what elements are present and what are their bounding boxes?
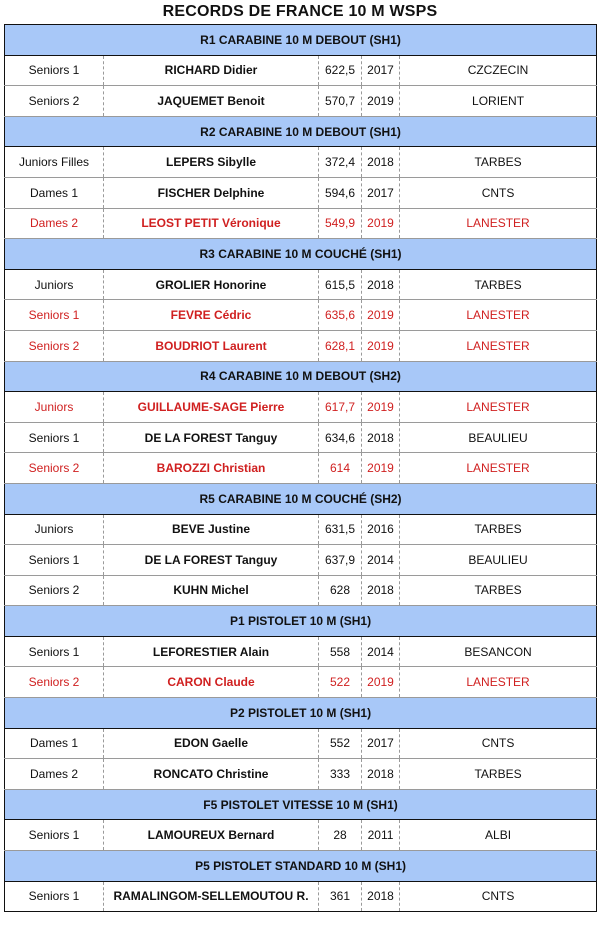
category-cell: Seniors 1	[5, 300, 104, 331]
place-cell: TARBES	[400, 269, 597, 300]
category-cell: Seniors 1	[5, 820, 104, 851]
athlete-cell: BOUDRIOT Laurent	[104, 330, 319, 361]
score-cell: 372,4	[319, 147, 362, 178]
score-cell: 614	[319, 453, 362, 484]
section-title: R1 CARABINE 10 M DEBOUT (SH1)	[5, 25, 597, 56]
category-cell: Seniors 1	[5, 636, 104, 667]
record-row	[5, 667, 597, 698]
category-cell: Juniors Filles	[5, 147, 104, 178]
record-row	[5, 300, 597, 331]
record-row	[5, 728, 597, 759]
athlete-cell: BEVE Justine	[104, 514, 319, 545]
athlete-cell: EDON Gaelle	[104, 728, 319, 759]
section-title: F5 PISTOLET VITESSE 10 M (SH1)	[5, 789, 597, 820]
place-cell: BEAULIEU	[400, 545, 597, 576]
place-cell: LANESTER	[400, 667, 597, 698]
records-body	[5, 25, 597, 912]
section-header	[5, 698, 597, 729]
record-row	[5, 269, 597, 300]
record-row	[5, 422, 597, 453]
section-header	[5, 116, 597, 147]
year-cell: 2017	[362, 177, 400, 208]
athlete-cell: DE LA FOREST Tanguy	[104, 422, 319, 453]
record-row	[5, 330, 597, 361]
category-cell: Seniors 1	[5, 422, 104, 453]
category-cell: Seniors 2	[5, 453, 104, 484]
section-header	[5, 606, 597, 637]
place-cell: TARBES	[400, 514, 597, 545]
year-cell: 2019	[362, 330, 400, 361]
section-title: R5 CARABINE 10 M COUCHÉ (SH2)	[5, 483, 597, 514]
record-row	[5, 881, 597, 912]
record-row	[5, 55, 597, 86]
records-table	[4, 24, 597, 912]
place-cell: LANESTER	[400, 300, 597, 331]
section-header	[5, 851, 597, 882]
year-cell: 2018	[362, 759, 400, 790]
category-cell: Seniors 2	[5, 330, 104, 361]
category-cell: Dames 1	[5, 177, 104, 208]
score-cell: 637,9	[319, 545, 362, 576]
section-header	[5, 361, 597, 392]
year-cell: 2019	[362, 300, 400, 331]
year-cell: 2019	[362, 453, 400, 484]
score-cell: 361	[319, 881, 362, 912]
athlete-cell: RONCATO Christine	[104, 759, 319, 790]
category-cell: Seniors 2	[5, 86, 104, 117]
year-cell: 2018	[362, 575, 400, 606]
year-cell: 2018	[362, 269, 400, 300]
record-row	[5, 820, 597, 851]
athlete-cell: BAROZZI Christian	[104, 453, 319, 484]
score-cell: 552	[319, 728, 362, 759]
score-cell: 617,7	[319, 392, 362, 423]
place-cell: LANESTER	[400, 392, 597, 423]
score-cell: 628,1	[319, 330, 362, 361]
score-cell: 28	[319, 820, 362, 851]
athlete-cell: GUILLAUME-SAGE Pierre	[104, 392, 319, 423]
category-cell: Juniors	[5, 392, 104, 423]
category-cell: Seniors 2	[5, 575, 104, 606]
place-cell: LANESTER	[400, 330, 597, 361]
score-cell: 333	[319, 759, 362, 790]
score-cell: 615,5	[319, 269, 362, 300]
year-cell: 2019	[362, 392, 400, 423]
place-cell: ALBI	[400, 820, 597, 851]
place-cell: LANESTER	[400, 208, 597, 239]
athlete-cell: RAMALINGOM-SELLEMOUTOU R.	[104, 881, 319, 912]
athlete-cell: CARON Claude	[104, 667, 319, 698]
athlete-cell: LEOST PETIT Véronique	[104, 208, 319, 239]
section-header	[5, 239, 597, 270]
athlete-cell: LEFORESTIER Alain	[104, 636, 319, 667]
place-cell: CZCZECIN	[400, 55, 597, 86]
athlete-cell: LEPERS Sibylle	[104, 147, 319, 178]
place-cell: TARBES	[400, 147, 597, 178]
place-cell: LORIENT	[400, 86, 597, 117]
year-cell: 2019	[362, 667, 400, 698]
athlete-cell: RICHARD Didier	[104, 55, 319, 86]
record-row	[5, 453, 597, 484]
score-cell: 634,6	[319, 422, 362, 453]
section-title: R4 CARABINE 10 M DEBOUT (SH2)	[5, 361, 597, 392]
category-cell: Juniors	[5, 269, 104, 300]
record-row	[5, 177, 597, 208]
category-cell: Dames 2	[5, 208, 104, 239]
athlete-cell: LAMOUREUX Bernard	[104, 820, 319, 851]
year-cell: 2017	[362, 55, 400, 86]
section-title: R2 CARABINE 10 M DEBOUT (SH1)	[5, 116, 597, 147]
place-cell: BEAULIEU	[400, 422, 597, 453]
category-cell: Seniors 1	[5, 545, 104, 576]
record-row	[5, 392, 597, 423]
year-cell: 2014	[362, 545, 400, 576]
place-cell: TARBES	[400, 575, 597, 606]
record-row	[5, 575, 597, 606]
place-cell: CNTS	[400, 728, 597, 759]
record-row	[5, 514, 597, 545]
record-row	[5, 147, 597, 178]
athlete-cell: FEVRE Cédric	[104, 300, 319, 331]
category-cell: Juniors	[5, 514, 104, 545]
category-cell: Dames 1	[5, 728, 104, 759]
category-cell: Dames 2	[5, 759, 104, 790]
section-title: P2 PISTOLET 10 M (SH1)	[5, 698, 597, 729]
page-title: RECORDS DE FRANCE 10 M WSPS	[162, 3, 438, 20]
athlete-cell: KUHN Michel	[104, 575, 319, 606]
year-cell: 2014	[362, 636, 400, 667]
category-cell: Seniors 1	[5, 55, 104, 86]
score-cell: 549,9	[319, 208, 362, 239]
score-cell: 628	[319, 575, 362, 606]
record-row	[5, 636, 597, 667]
year-cell: 2017	[362, 728, 400, 759]
athlete-cell: DE LA FOREST Tanguy	[104, 545, 319, 576]
year-cell: 2016	[362, 514, 400, 545]
place-cell: TARBES	[400, 759, 597, 790]
athlete-cell: GROLIER Honorine	[104, 269, 319, 300]
score-cell: 570,7	[319, 86, 362, 117]
year-cell: 2018	[362, 422, 400, 453]
year-cell: 2011	[362, 820, 400, 851]
section-header	[5, 483, 597, 514]
section-title: R3 CARABINE 10 M COUCHÉ (SH1)	[5, 239, 597, 270]
year-cell: 2018	[362, 147, 400, 178]
category-cell: Seniors 1	[5, 881, 104, 912]
section-header	[5, 25, 597, 56]
section-title: P5 PISTOLET STANDARD 10 M (SH1)	[5, 851, 597, 882]
record-row	[5, 545, 597, 576]
place-cell: CNTS	[400, 177, 597, 208]
record-row	[5, 759, 597, 790]
category-cell: Seniors 2	[5, 667, 104, 698]
score-cell: 594,6	[319, 177, 362, 208]
score-cell: 631,5	[319, 514, 362, 545]
score-cell: 622,5	[319, 55, 362, 86]
section-header	[5, 789, 597, 820]
place-cell: LANESTER	[400, 453, 597, 484]
year-cell: 2019	[362, 86, 400, 117]
score-cell: 522	[319, 667, 362, 698]
record-row	[5, 86, 597, 117]
athlete-cell: FISCHER Delphine	[104, 177, 319, 208]
section-title: P1 PISTOLET 10 M (SH1)	[5, 606, 597, 637]
score-cell: 635,6	[319, 300, 362, 331]
score-cell: 558	[319, 636, 362, 667]
year-cell: 2019	[362, 208, 400, 239]
place-cell: CNTS	[400, 881, 597, 912]
record-row	[5, 208, 597, 239]
year-cell: 2018	[362, 881, 400, 912]
place-cell: BESANCON	[400, 636, 597, 667]
athlete-cell: JAQUEMET Benoit	[104, 86, 319, 117]
